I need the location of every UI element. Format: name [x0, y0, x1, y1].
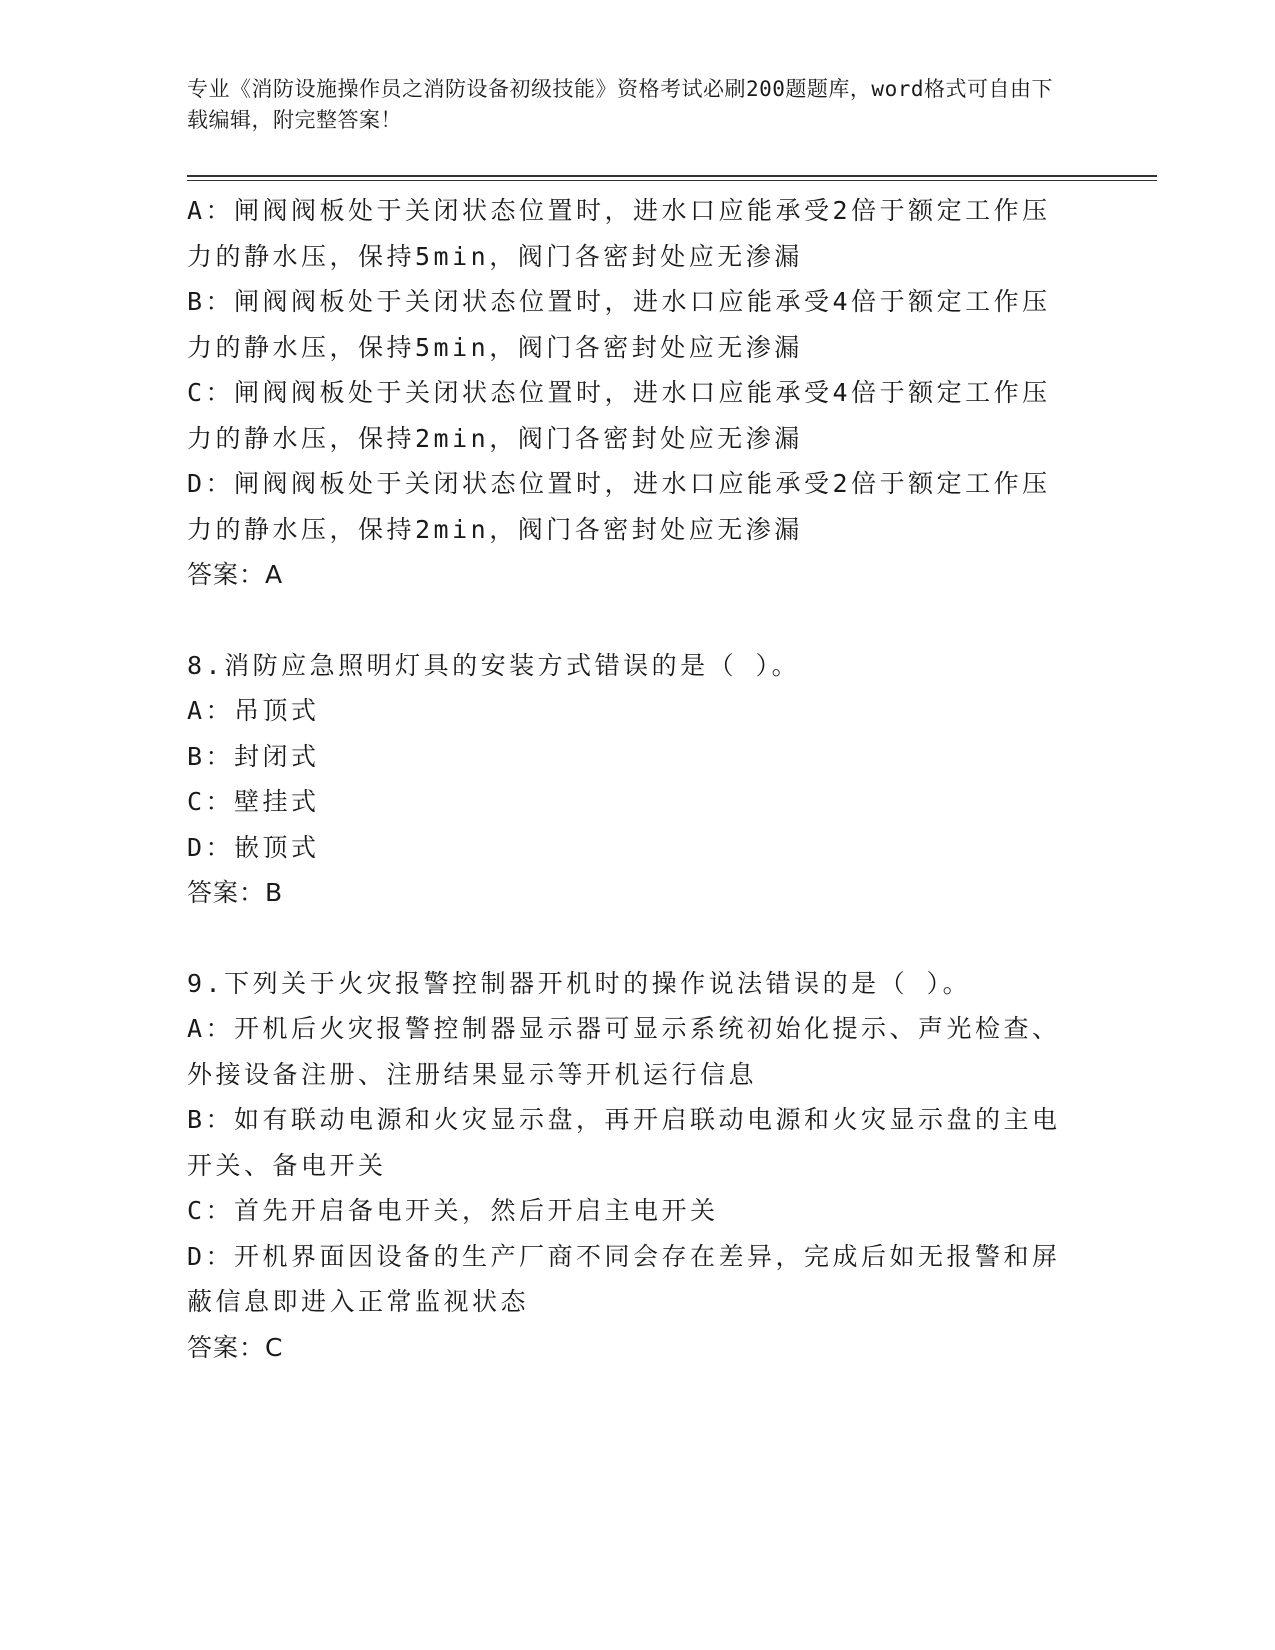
spacer [187, 916, 1077, 961]
option-a: A：吊顶式 [187, 696, 320, 725]
question-7-continued [187, 188, 1077, 598]
option-b: B：封闭式 [187, 741, 320, 771]
option-c: C：壁挂式 [187, 787, 320, 816]
spacer [187, 598, 1077, 643]
answer-label: 答案：B [187, 878, 284, 907]
answer-label: 答案：C [187, 1332, 284, 1362]
option-b: B：闸阀阀板处于关闭状态位置时，进水口应能承受4倍于额定工作压力的静水压，保持5min，阀门各密封处应无渗漏 [187, 287, 1051, 362]
question-text: 8.消防应急照明灯具的安装方式错误的是（ ）。 [187, 650, 801, 680]
header-divider-thick [187, 175, 1157, 177]
question-9 [187, 961, 1077, 1371]
option-c: C：闸阀阀板处于关闭状态位置时，进水口应能承受4倍于额定工作压力的静水压，保持2min，阀门各密封处应无渗漏 [187, 378, 1051, 453]
question-content [187, 188, 1077, 1370]
question-8 [187, 643, 1077, 916]
option-d: D：嵌顶式 [187, 832, 320, 862]
page-header: 专业《消防设施操作员之消防设备初级技能》资格考试必刷200题题库，word格式可自由下载编辑，附完整答案！ [187, 77, 1053, 132]
option-a: A：开机后火灾报警控制器显示器可显示系统初始化提示、声光检查、外接设备注册、注册结果显示等开机运行信息 [187, 1014, 1061, 1089]
header-divider-thin [187, 180, 1157, 181]
question-text: 9.下列关于火灾报警控制器开机时的操作说法错误的是（ ）。 [187, 968, 972, 998]
option-c: C：首先开启备电开关，然后开启主电开关 [187, 1196, 719, 1225]
answer-label: 答案：A [187, 560, 284, 589]
option-a: A：闸阀阀板处于关闭状态位置时，进水口应能承受2倍于额定工作压力的静水压，保持5min，阀门各密封处应无渗漏 [187, 196, 1051, 271]
option-d: D：开机界面因设备的生产厂商不同会存在差异，完成后如无报警和屏蔽信息即进入正常监视状态 [187, 1241, 1061, 1316]
option-d: D：闸阀阀板处于关闭状态位置时，进水口应能承受2倍于额定工作压力的静水压，保持2min，阀门各密封处应无渗漏 [187, 469, 1051, 544]
option-b: B：如有联动电源和火灾显示盘，再开启联动电源和火灾显示盘的主电开关、备电开关 [187, 1105, 1061, 1180]
